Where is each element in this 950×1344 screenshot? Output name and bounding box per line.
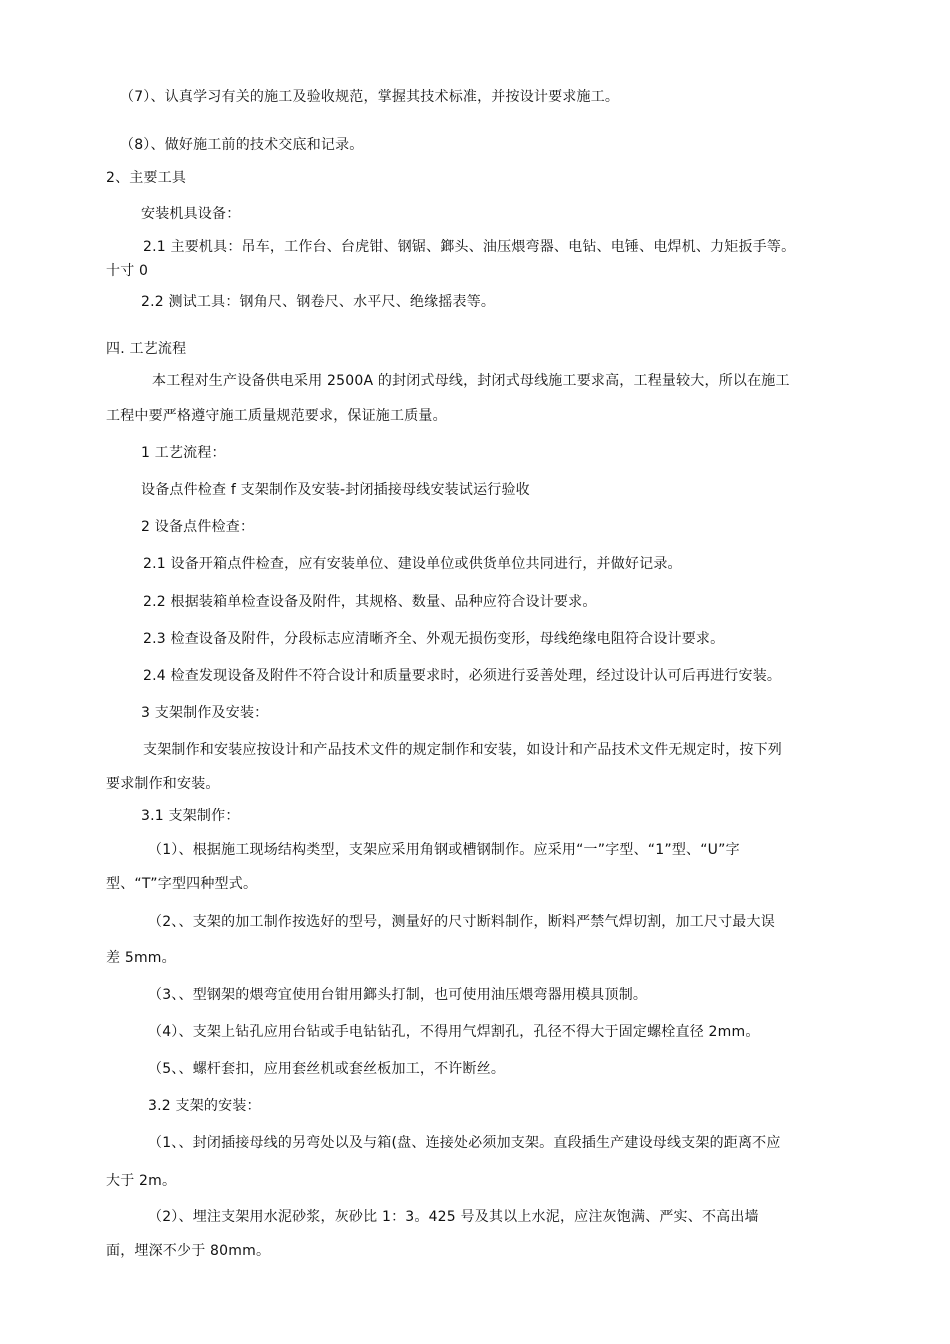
text-line: 2.4 检查发现设备及附件不符合设计和质量要求时，必须进行妥善处理，经过设计认可后再进行安装。	[143, 668, 782, 684]
subsection-heading: 2 设备点件检查：	[141, 519, 255, 535]
text-line: 差 5mm。	[106, 950, 176, 966]
text-line: 2.2 根据装箱单检查设备及附件，其规格、数量、品种应符合设计要求。	[143, 594, 597, 610]
text-line: （8）、做好施工前的技术交底和记录。	[120, 137, 364, 153]
subsection-heading: 3.2 支架的安装：	[148, 1098, 261, 1114]
text-line: 2.1 主要机具：吊车，工作台、台虎钳、钢锯、鎯头、油压煨弯器、电钻、电锤、电焊机、力矩扳手等。	[143, 239, 796, 255]
text-line: （3、、型钢架的煨弯宜使用台钳用鎯头打制，也可使用油压煨弯器用模具顶制。	[148, 987, 648, 1003]
text-line: 面，埋深不少于 80mm。	[106, 1243, 271, 1259]
text-line: （5、、螺杆套扣，应用套丝机或套丝板加工，不许断丝。	[148, 1061, 506, 1077]
subsection-heading: 3.1 支架制作：	[141, 808, 240, 824]
text-line: 设备点件检查 f 支架制作及安装-封闭插接母线安装试运行验收	[141, 482, 530, 498]
text-line: （4）、支架上钻孔应用台钻或手电钻钻孔，不得用气焊割孔，孔径不得大于固定螺栓直径 2mm。	[148, 1024, 760, 1040]
text-line: 大于 2m。	[106, 1173, 177, 1189]
text-line: 2.2 测试工具：钢角尺、钢卷尺、水平尺、绝缘摇表等。	[141, 294, 496, 310]
section-heading: 四. 工艺流程	[106, 341, 187, 357]
section-heading: 2、主要工具	[106, 170, 187, 186]
text-line: （2）、埋注支架用水泥砂浆，灰砂比 1：3。425 号及其以上水泥，应注灰饱满、严实、不高出墙	[148, 1209, 759, 1225]
text-line: 型、“T”字型四种型式。	[106, 876, 258, 892]
text-line: （2、、支架的加工制作按选好的型号，测量好的尺寸断料制作，断料严禁气焊切割，加工尺寸最大误	[148, 914, 775, 930]
text-line: 十寸 0	[106, 263, 149, 279]
subsection-heading: 3 支架制作及安装：	[141, 705, 269, 721]
text-line: 工程中要严格遵守施工质量规范要求，保证施工质量。	[106, 408, 447, 424]
text-line: （1）、根据施工现场结构类型，支架应采用角钢或槽钢制作。应采用“一”字型、“1”型、“U”字	[148, 842, 740, 858]
text-line: （7）、认真学习有关的施工及验收规范，掌握其技术标准，并按设计要求施工。	[120, 89, 620, 105]
text-line: 2.1 设备开箱点件检查，应有安装单位、建设单位或供货单位共同进行，并做好记录。	[143, 556, 682, 572]
text-line: （1、、封闭插接母线的另弯处以及与箱(盘、连接处必须加支架。直段插生产建设母线支架的距离不应	[148, 1135, 781, 1151]
text-line: 本工程对生产设备供电采用 2500A 的封闭式母线，封闭式母线施工要求高，工程量较大，所以在施工	[152, 373, 790, 389]
subsection-heading: 1 工艺流程：	[141, 445, 226, 461]
text-line: 要求制作和安装。	[106, 776, 220, 792]
text-line: 安装机具设备：	[141, 206, 241, 222]
text-line: 2.3 检查设备及附件，分段标志应清晰齐全、外观无损伤变形，母线绝缘电阻符合设计要求。	[143, 631, 725, 647]
text-line: 支架制作和安装应按设计和产品技术文件的规定制作和安装，如设计和产品技术文件无规定时，按下列	[143, 742, 782, 758]
